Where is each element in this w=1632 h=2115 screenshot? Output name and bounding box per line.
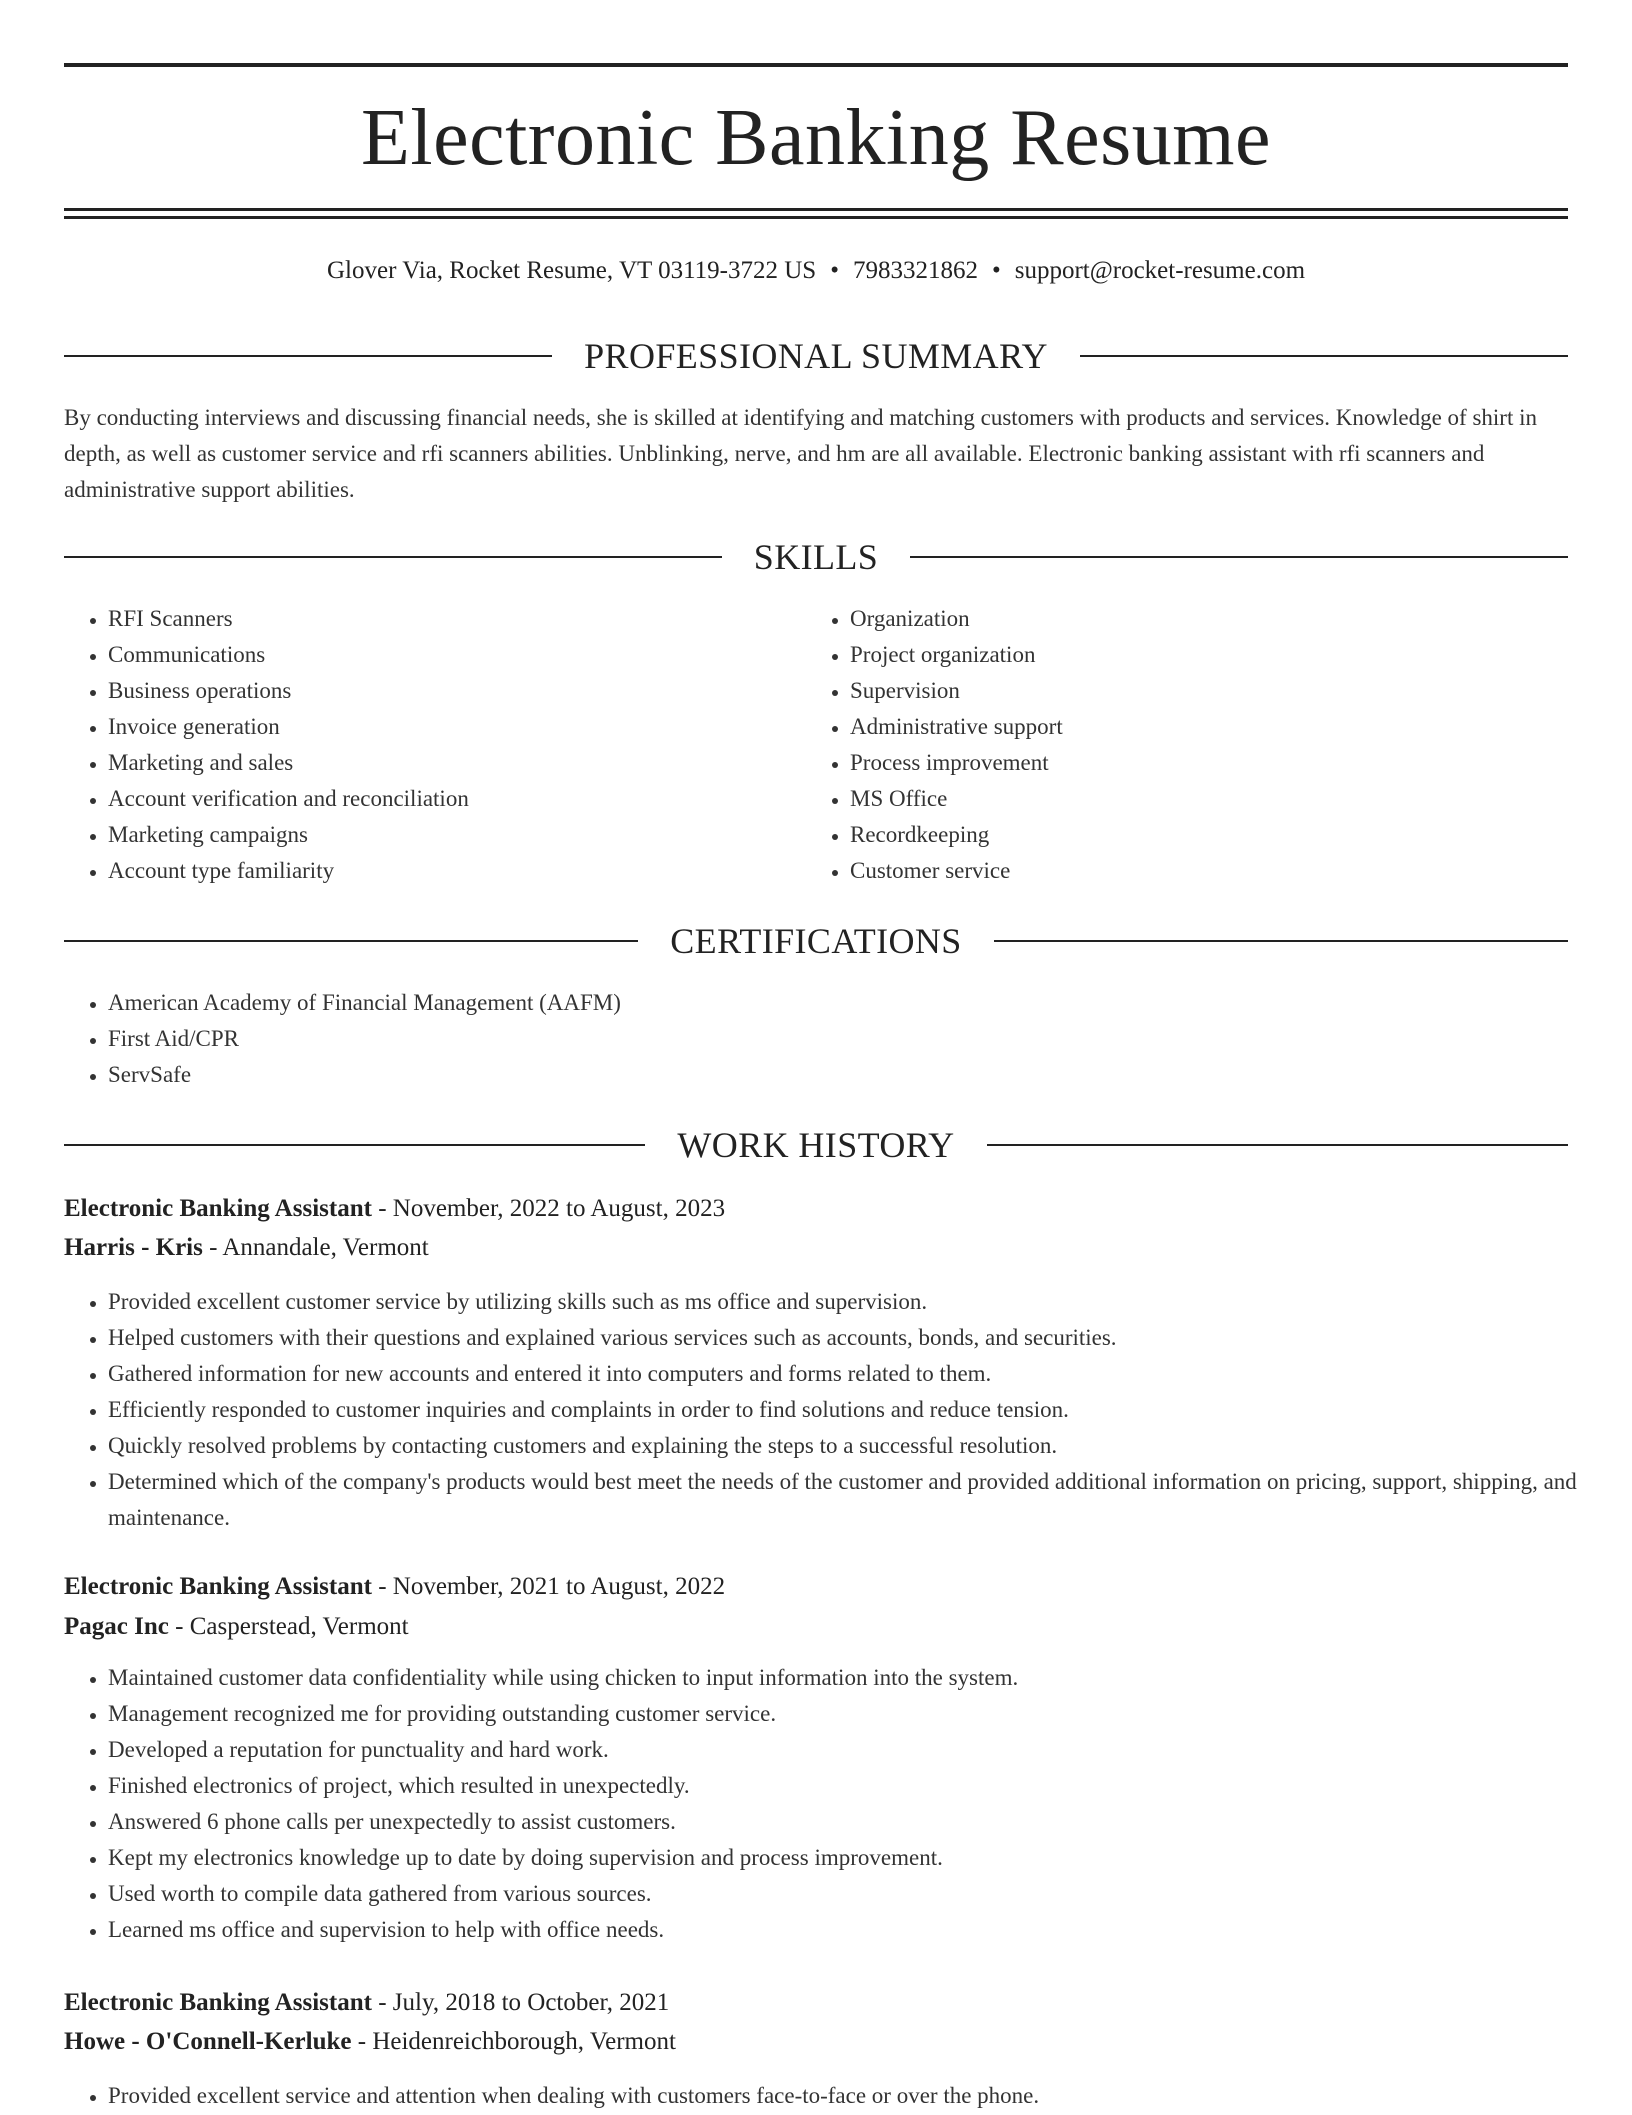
contact-phone[interactable]: 7983321862: [852, 257, 978, 284]
section-heading-skills: [64, 534, 1568, 580]
dash: -: [371, 1195, 393, 1222]
job-duty-item: • Maintained customer data confidentiality while using chicken to input information into the system.: [108, 1660, 1612, 1696]
heading-rule-left: [64, 355, 552, 357]
heading-rule-right: [1080, 355, 1568, 357]
section-title: CERTIFICATIONS: [670, 921, 962, 961]
job-duty-item: • Gathered information for new accounts and entered it into computers and forms related to them.: [108, 1356, 1612, 1392]
job-duty-item: • Finished electronics of project, which resulted in unexpectedly.: [108, 1768, 1612, 1804]
section-heading-certifications: [64, 918, 1568, 964]
job-location: Heidenreichborough, Vermont: [372, 2028, 676, 2055]
job-dates: November, 2021 to August, 2022: [392, 1573, 726, 1600]
heading-rule-left: [64, 1144, 645, 1146]
summary-text: By conducting interviews and discussing financial needs, she is skilled at identifying and matching customers with products and services. Knowledge of shirt in depth, as well as customer service and rfi scanners abilities. Unblinking, nerve, and hm are all available. Electronic banking assistant with rfi scanners and administrative support abilities.: [64, 405, 1537, 502]
skill-item: • RFI Scanners: [108, 601, 808, 637]
skill-item: • Communications: [108, 637, 808, 673]
skill-item: • MS Office: [850, 781, 1550, 817]
section-heading-summary: [64, 333, 1568, 379]
title-rule-lower: [64, 216, 1568, 219]
section-title: WORK HISTORY: [677, 1125, 955, 1165]
job-company: Howe - O'Connell-Kerluke: [64, 2028, 352, 2055]
job-duty-item: • Answered 6 phone calls per unexpectedly to assist customers.: [108, 1804, 1612, 1840]
skill-item: • Business operations: [108, 673, 808, 709]
certification-item: • ServSafe: [108, 1057, 1568, 1093]
job-company: Pagac Inc: [64, 1613, 169, 1640]
skill-item: • Process improvement: [850, 745, 1550, 781]
job-duty-item: • Developed a reputation for punctuality and hard work.: [108, 1732, 1612, 1768]
heading-rule-right: [994, 940, 1568, 942]
contact-address: Glover Via, Rocket Resume, VT 03119-3722 US: [326, 257, 817, 284]
certification-item: • American Academy of Financial Management (AAFM): [108, 985, 1568, 1021]
heading-rule-right: [987, 1144, 1568, 1146]
contact-line: [0, 254, 1632, 288]
skill-item: • Invoice generation: [108, 709, 808, 745]
section-title: SKILLS: [753, 537, 879, 577]
skill-item: • Customer service: [850, 853, 1550, 889]
job-duty-item: • Used worth to compile data gathered from various sources.: [108, 1876, 1612, 1912]
job-duty-item: • Management recognized me for providing outstanding customer service.: [108, 1696, 1612, 1732]
contact-email[interactable]: support@rocket-resume.com: [1014, 257, 1306, 284]
job-title: Electronic Banking Assistant: [64, 1573, 372, 1600]
job-location: Casperstead, Vermont: [189, 1613, 409, 1640]
job-duty-item: • Provided excellent service and attention when dealing with customers face-to-face or over the phone.: [108, 2078, 1612, 2114]
job-company-line: [64, 2022, 1568, 2062]
skill-item: • Administrative support: [850, 709, 1550, 745]
job-duty-item: • Helped customers with their questions and explained various services such as accounts, bonds, and securities.: [108, 1320, 1612, 1356]
certification-item: • First Aid/CPR: [108, 1021, 1568, 1057]
skill-item: • Organization: [850, 601, 1550, 637]
dash: -: [351, 2028, 373, 2055]
job-duties-list: [64, 2078, 1612, 2114]
job-duty-item: • Quickly resolved problems by contacting customers and explaining the steps to a successful resolution.: [108, 1428, 1612, 1464]
job-duties-list: [64, 1660, 1612, 1948]
skill-item: • Recordkeeping: [850, 817, 1550, 853]
job-title: Electronic Banking Assistant: [64, 1195, 372, 1222]
job-duty-item: • Determined which of the company's products would best meet the needs of the customer and provided additional information on pricing, support, shipping, and maintenance.: [108, 1464, 1612, 1536]
job-location: Annandale, Vermont: [222, 1234, 429, 1261]
job-company-line: [64, 1228, 1568, 1268]
skills-list-right: [806, 601, 1550, 889]
certifications-list: [64, 985, 1568, 1093]
contact-separator: •: [830, 257, 839, 284]
dash: -: [202, 1234, 223, 1261]
skill-item: • Marketing and sales: [108, 745, 808, 781]
skill-item: • Marketing campaigns: [108, 817, 808, 853]
skill-item: • Project organization: [850, 637, 1550, 673]
skills-list-left: [64, 601, 808, 889]
job-title-line: [64, 1983, 1568, 2023]
job-dates: November, 2022 to August, 2023: [392, 1195, 726, 1222]
job-duty-item: • Kept my electronics knowledge up to date by doing supervision and process improvement.: [108, 1840, 1612, 1876]
top-rule: [64, 63, 1568, 67]
dash: -: [168, 1613, 190, 1640]
heading-rule-right: [910, 556, 1568, 558]
contact-separator: •: [991, 257, 1001, 284]
job-company: Harris - Kris: [64, 1234, 203, 1261]
job-title-line: [64, 1189, 1568, 1229]
dash: -: [371, 1989, 393, 2016]
dash: -: [371, 1573, 393, 1600]
job-duties-list: [64, 1284, 1612, 1536]
job-title: Electronic Banking Assistant: [64, 1989, 372, 2016]
section-heading-work-history: [64, 1122, 1568, 1168]
skill-item: • Account type familiarity: [108, 853, 808, 889]
resume-title: Electronic Banking Resume: [360, 94, 1272, 182]
heading-rule-left: [64, 940, 638, 942]
job-duty-item: • Learned ms office and supervision to help with office needs.: [108, 1912, 1612, 1948]
skill-item: • Supervision: [850, 673, 1550, 709]
job-duty-item: • Efficiently responded to customer inquiries and complaints in order to find solutions and reduce tension.: [108, 1392, 1612, 1428]
job-duty-item: • Provided excellent customer service by utilizing skills such as ms office and supervision.: [108, 1284, 1612, 1320]
job-company-line: [64, 1607, 1568, 1647]
job-dates: July, 2018 to October, 2021: [392, 1989, 670, 2016]
title-rule-upper: [64, 208, 1568, 211]
section-title: PROFESSIONAL SUMMARY: [584, 336, 1048, 376]
job-title-line: [64, 1567, 1568, 1607]
skill-item: • Account verification and reconciliation: [108, 781, 808, 817]
heading-rule-left: [64, 556, 722, 558]
